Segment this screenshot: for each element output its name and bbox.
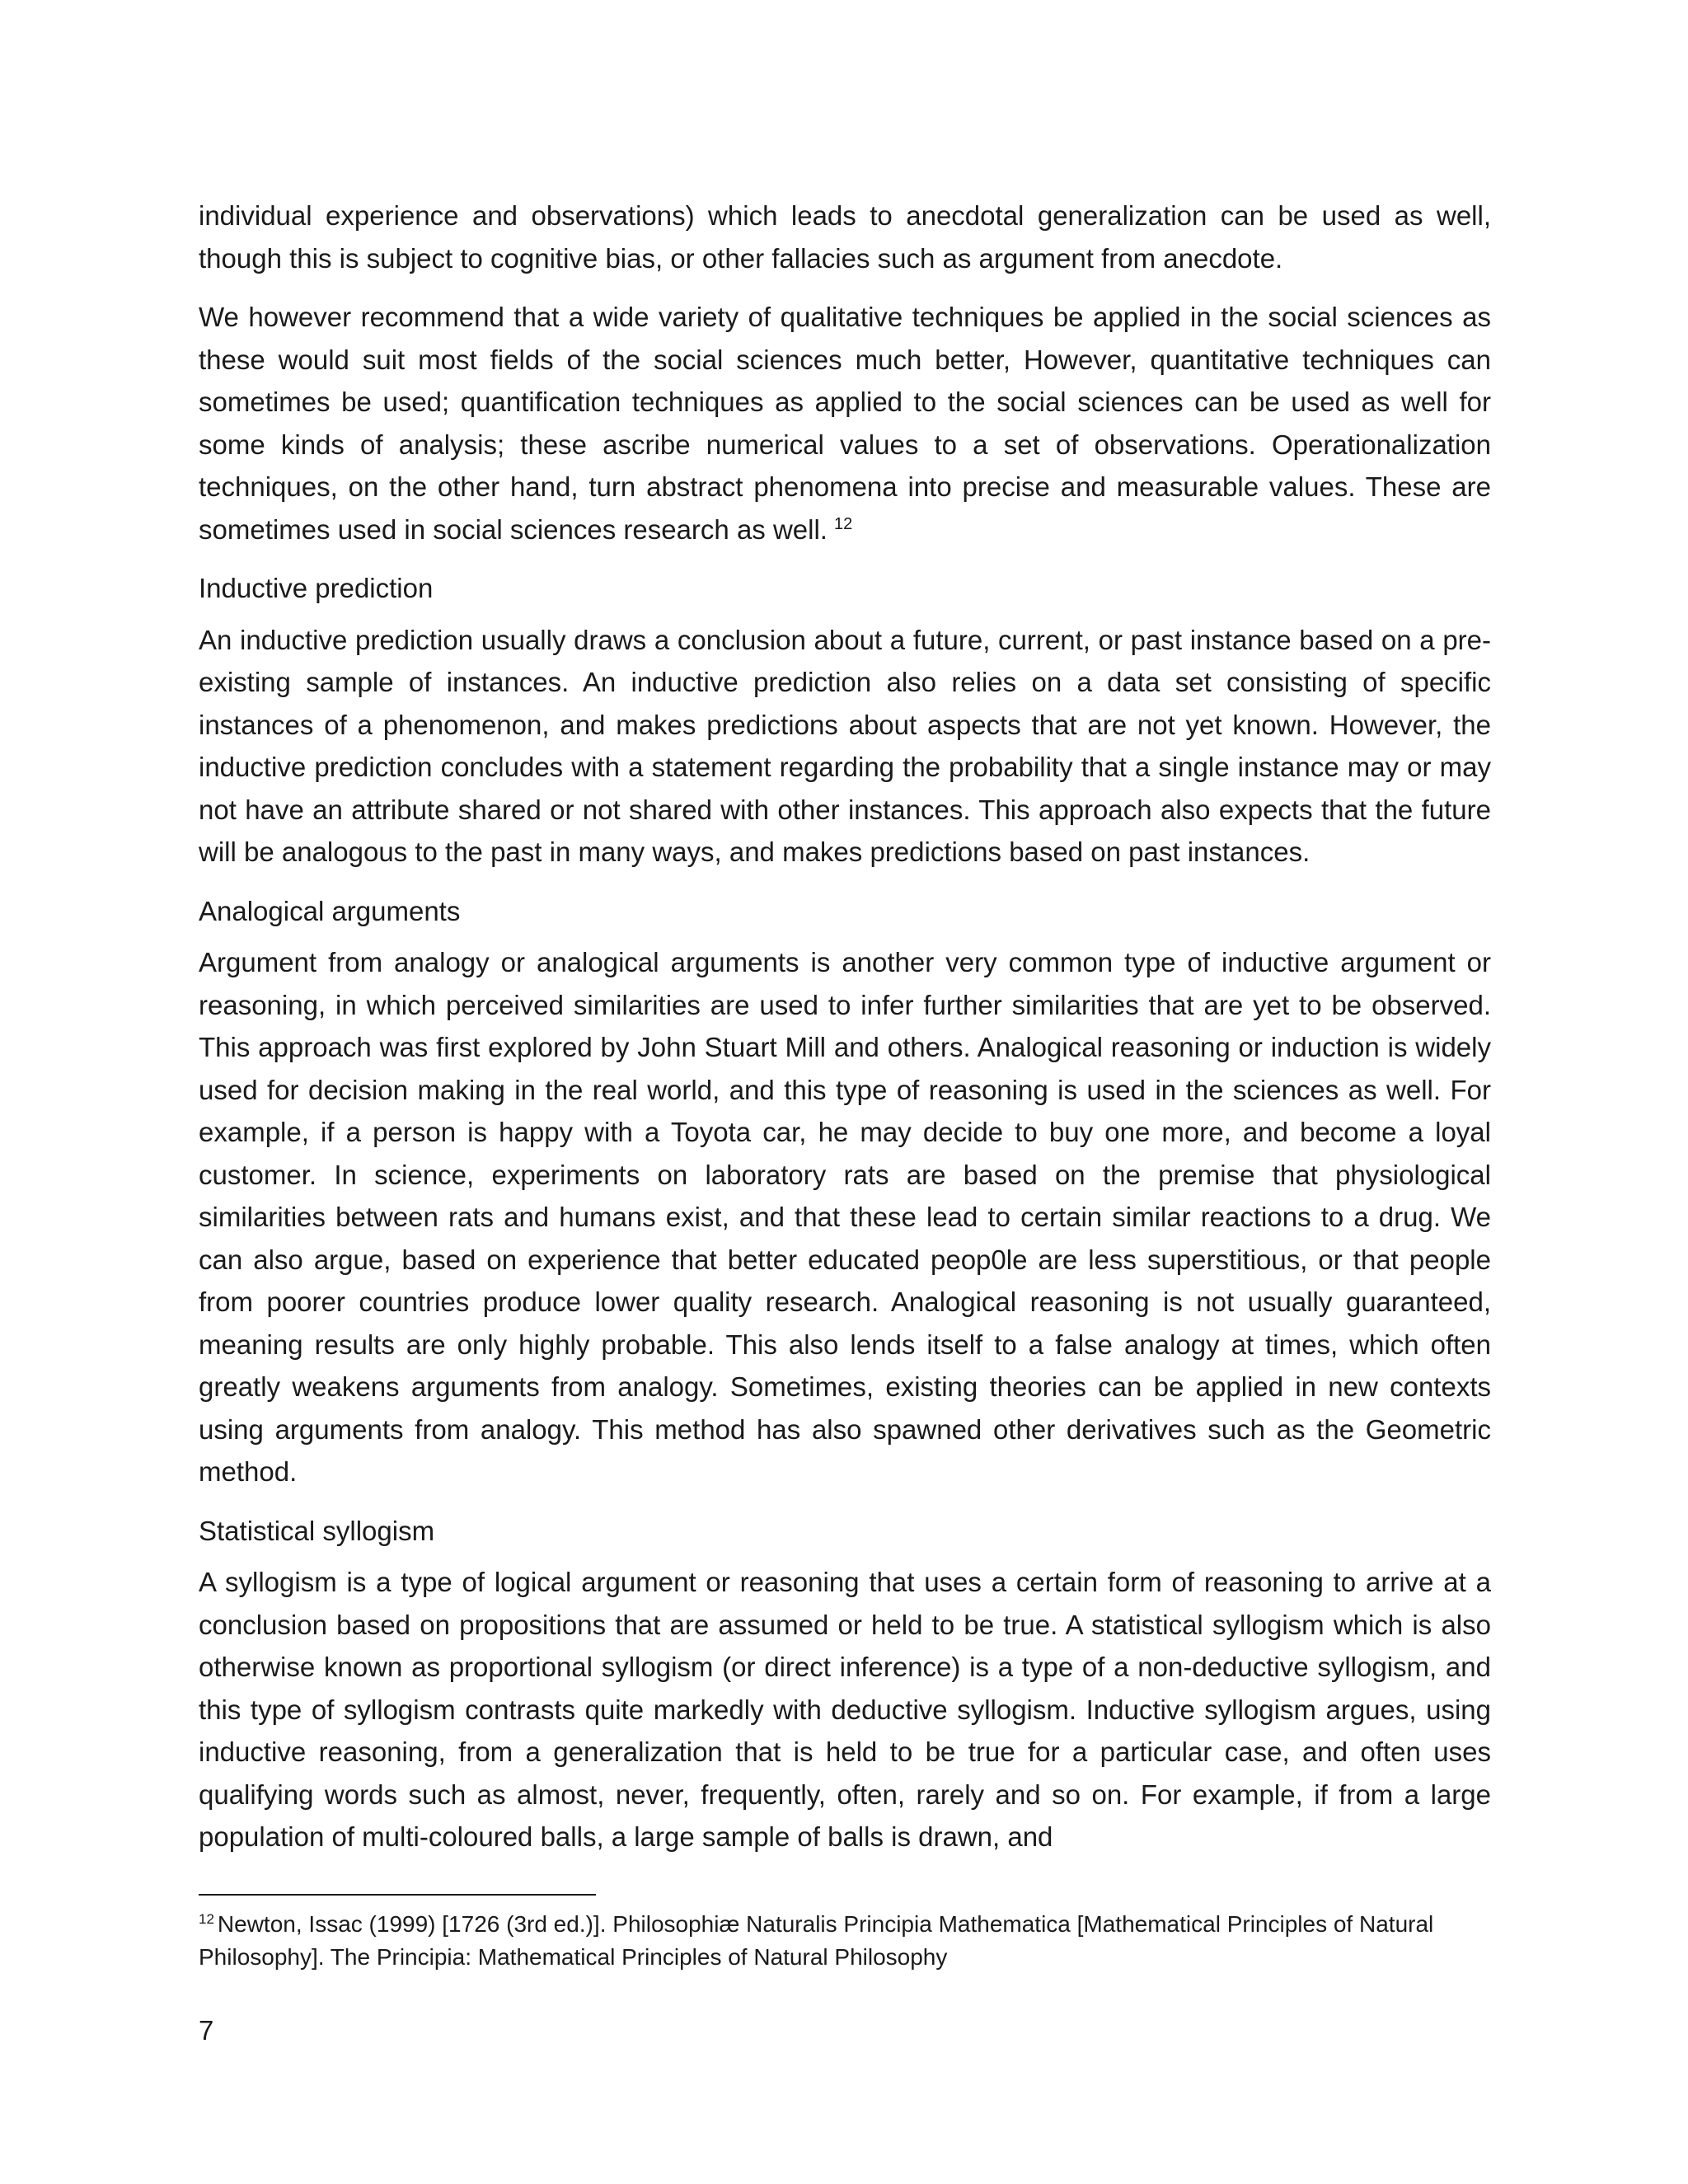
footnote-marker: 12: [199, 1910, 214, 1927]
paragraph-qualitative-techniques: [199, 296, 1491, 551]
paragraph-statistical-syllogism: A syllogism is a type of logical argument or reasoning that uses a certain form of reasoning to arrive at a conclusion based on propositions that are assumed or held to be true. A statistical syllogism which is also otherwise known as proportional syllogism (or direct inference) is a type of a non-deductive syllogism, and this type of syllogism contrasts quite markedly with deductive syllogism. Inductive syllogism argues, using inductive reasoning, from a generalization that is held to be true for a particular case, and often uses qualifying words such as almost, never, frequently, often, rarely and so on. For example, if from a large population of multi-coloured balls, a large sample of balls is drawn, and: [199, 1567, 1491, 1852]
heading-statistical-syllogism: Statistical syllogism: [199, 1515, 435, 1546]
paragraph-anecdotal: individual experience and observations) which leads to anecdotal generalization can be used as well, though this is subject to cognitive bias, or other fallacies such as argument from anecdote.: [199, 200, 1491, 274]
page-body: [199, 194, 1491, 1875]
paragraph-qualitative-text: We however recommend that a wide variety of qualitative techniques be applied in the social sciences as these would suit most fields of the social sciences much better, However, quantitative techniques can sometimes be used; quantification techniques as applied to the social sciences can be used as well for some kinds of analysis; these ascribe numerical values to a set of observations. Operationalization techniques, on the other hand, turn abstract phenomena into precise and measurable values. These are sometimes used in social sciences research as well.: [199, 302, 1491, 545]
page-number: 7: [199, 2015, 214, 2046]
footnote-text: Newton, Issac (1999) [1726 (3rd ed.)]. Philosophiæ Naturalis Principia Mathematica [Mathematical Principles of Natural Philosophy]. The Principia: Mathematical Principles of Natural Philosophy: [199, 1911, 1434, 1970]
footnote-reference[interactable]: 12: [833, 514, 853, 533]
heading-analogical-arguments: Analogical arguments: [199, 895, 461, 926]
paragraph-inductive-prediction: An inductive prediction usually draws a conclusion about a future, current, or past instance based on a pre-existing sample of instances. An inductive prediction also relies on a data set consisting of specific instances of a phenomenon, and makes predictions about aspects that are not yet known. However, the inductive prediction concludes with a statement regarding the probability that a single instance may or may not have an attribute shared or not shared with other instances. This approach also expects that the future will be analogous to the past in many ways, and makes predictions based on past instances.: [199, 624, 1491, 867]
footnote-separator: [199, 1894, 596, 1896]
paragraph-analogical-arguments: Argument from analogy or analogical arguments is another very common type of inductive argument or reasoning, in which perceived similarities are used to infer further similarities that are yet to be observed. This approach was first explored by John Stuart Mill and others. Analogical reasoning or induction is widely used for decision making in the real world, and this type of reasoning is used in the sciences as well. For example, if a person is happy with a Toyota car, he may decide to buy one more, and become a loyal customer. In science, experiments on laboratory rats are based on the premise that physiological similarities between rats and humans exist, and that these lead to certain similar reactions to a drug. We can also argue, based on experience that better educated peop0le are less superstitious, or that people from poorer countries produce lower quality research. Analogical reasoning is not usually guaranteed, meaning results are only highly probable. This also lends itself to a false analogy at times, which often greatly weakens arguments from analogy. Sometimes, existing theories can be applied in new contexts using arguments from analogy. This method has also spawned other derivatives such as the Geometric method.: [199, 947, 1491, 1487]
heading-inductive-prediction: Inductive prediction: [199, 573, 434, 603]
footnote: [199, 1908, 1491, 1974]
